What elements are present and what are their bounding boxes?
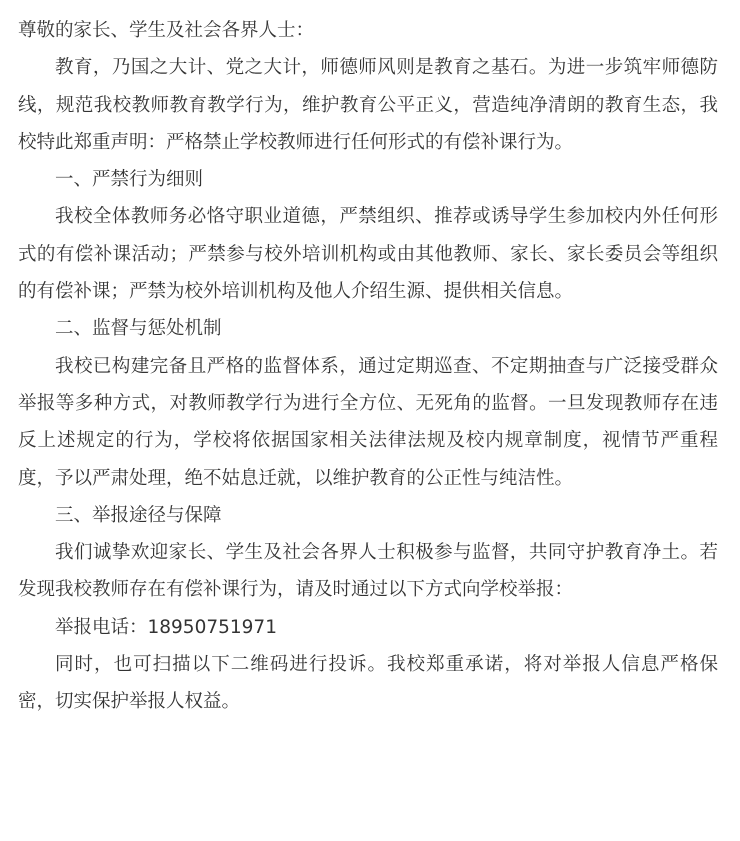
hotline-text: 举报电话：18950751971 [55,616,277,638]
section3-body: 我们诚挚欢迎家长、学生及社会各界人士积极参与监督，共同守护教育净土。若发现我校教师存在有偿补课行为，请及时通过以下方式向学校举报： [18,542,718,601]
section2-heading: 二、监督与惩处机制 [55,318,222,340]
section1-body: 我校全体教师务必恪守职业道德，严禁组织、推荐或诱导学生参加校内外任何形式的有偿补课活动；严禁参与校外培训机构或由其他教师、家长、家长委员会等组织的有偿补课；严禁为校外培训机构及他人介绍生源、提供相关信息。 [18,206,718,303]
intro-paragraph: 教育，乃国之大计、党之大计，师德师风则是教育之基石。为进一步筑牢师德防线，规范我校教师教育教学行为，维护教育公平正义，营造纯净清朗的教育生态，我校特此郑重声明：严格禁止学校教师进行任何形式的有偿补课行为。 [18,57,718,153]
section2-body: 我校已构建完备且严格的监督体系，通过定期巡查、不定期抽查与广泛接受群众举报等多种方式，对教师教学行为进行全方位、无死角的监督。一旦发现教师存在违反上述规定的行为，学校将依据国家相关法律法规及校内规章制度，视情节严重程度，予以严肃处理，绝不姑息迁就，以维护教育的公正性与纯洁性。 [18,355,718,489]
salutation: 尊敬的家长、学生及社会各界人士： [18,20,315,41]
section1-heading: 一、严禁行为细则 [55,169,204,191]
section3-heading: 三、举报途径与保障 [55,504,222,526]
closing-paragraph: 同时，也可扫描以下二维码进行投诉。我校郑重承诺，将对举报人信息严格保密，切实保护举报人权益。 [18,654,718,713]
